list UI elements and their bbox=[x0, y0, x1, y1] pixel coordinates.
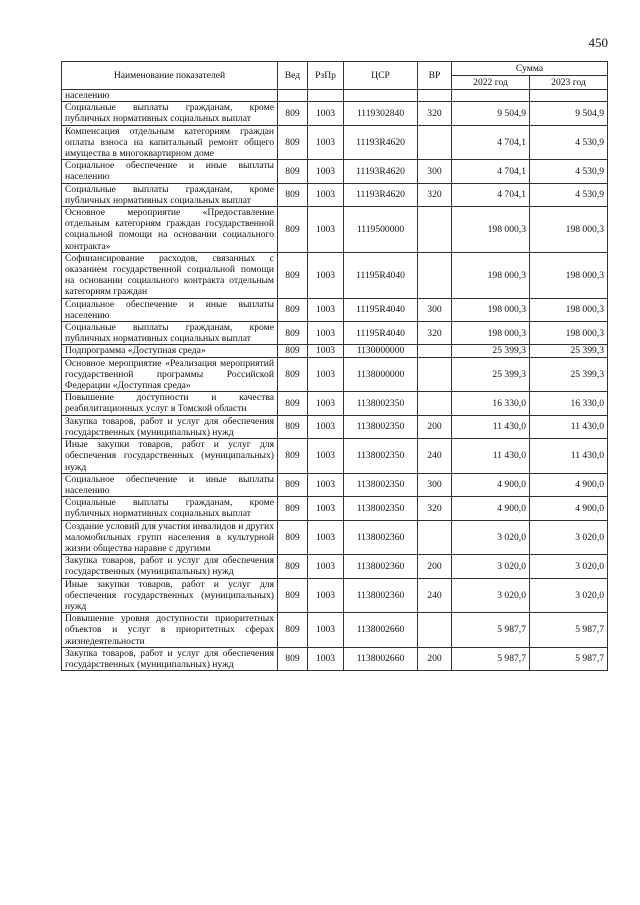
cell-ved: 809 bbox=[278, 125, 308, 160]
cell-csr: 11195R4040 bbox=[344, 298, 418, 321]
table-row bbox=[62, 183, 608, 206]
cell-csr: 11195R4040 bbox=[344, 252, 418, 298]
cell-ved bbox=[278, 90, 308, 102]
cell-v2022: 11 430,0 bbox=[452, 415, 530, 438]
cell-name: Подпрограмма «Доступная среда» bbox=[62, 345, 278, 357]
cell-v2022: 198 000,3 bbox=[452, 322, 530, 345]
cell-vr bbox=[418, 125, 452, 160]
cell-rzpr: 1003 bbox=[308, 160, 344, 183]
cell-name: Основное мероприятие «Предоставление отдельным категориям граждан государственной социальной помощи на основании социального контракта» bbox=[62, 207, 278, 253]
cell-v2023: 5 987,7 bbox=[530, 613, 608, 648]
cell-ved: 809 bbox=[278, 613, 308, 648]
cell-csr: 1138002360 bbox=[344, 520, 418, 555]
cell-rzpr: 1003 bbox=[308, 392, 344, 415]
header-sum: Сумма bbox=[452, 62, 608, 76]
table-row bbox=[62, 497, 608, 520]
table-row bbox=[62, 207, 608, 253]
header-vr: ВР bbox=[418, 62, 452, 90]
table-header bbox=[62, 62, 608, 90]
cell-vr bbox=[418, 613, 452, 648]
cell-rzpr: 1003 bbox=[308, 520, 344, 555]
cell-vr: 300 bbox=[418, 473, 452, 496]
cell-ved: 809 bbox=[278, 357, 308, 392]
cell-v2023: 198 000,3 bbox=[530, 298, 608, 321]
page-number: 450 bbox=[588, 35, 608, 50]
cell-rzpr: 1003 bbox=[308, 252, 344, 298]
cell-v2022: 5 987,7 bbox=[452, 613, 530, 648]
cell-vr bbox=[418, 207, 452, 253]
cell-v2023: 3 020,0 bbox=[530, 520, 608, 555]
cell-name: Создание условий для участия инвалидов и других маломобильных групп населения в культурной жизни общества наравне с другими bbox=[62, 520, 278, 555]
cell-v2022: 9 504,9 bbox=[452, 102, 530, 125]
header-name: Наименование показателей bbox=[62, 62, 278, 90]
header-year-2023: 2023 год bbox=[530, 76, 608, 90]
cell-v2023: 11 430,0 bbox=[530, 439, 608, 474]
cell-v2023: 25 399,3 bbox=[530, 345, 608, 357]
cell-rzpr: 1003 bbox=[308, 207, 344, 253]
cell-rzpr: 1003 bbox=[308, 345, 344, 357]
cell-v2023: 4 530,9 bbox=[530, 183, 608, 206]
table-row bbox=[62, 520, 608, 555]
cell-name: Закупка товаров, работ и услуг для обеспечения государственных (муниципальных) нужд bbox=[62, 555, 278, 578]
cell-v2022: 11 430,0 bbox=[452, 439, 530, 474]
cell-v2022: 4 704,1 bbox=[452, 160, 530, 183]
cell-v2022: 25 399,3 bbox=[452, 345, 530, 357]
cell-rzpr bbox=[308, 90, 344, 102]
cell-rzpr: 1003 bbox=[308, 497, 344, 520]
cell-vr: 300 bbox=[418, 298, 452, 321]
cell-vr: 200 bbox=[418, 415, 452, 438]
cell-v2023: 5 987,7 bbox=[530, 647, 608, 670]
cell-ved: 809 bbox=[278, 298, 308, 321]
cell-name: Социальное обеспечение и иные выплаты населению bbox=[62, 160, 278, 183]
cell-v2022: 3 020,0 bbox=[452, 555, 530, 578]
cell-csr: 11193R4620 bbox=[344, 183, 418, 206]
cell-v2023: 3 020,0 bbox=[530, 555, 608, 578]
cell-ved: 809 bbox=[278, 345, 308, 357]
cell-csr: 1130000000 bbox=[344, 345, 418, 357]
cell-csr: 1138002350 bbox=[344, 497, 418, 520]
cell-csr: 1138002350 bbox=[344, 415, 418, 438]
cell-v2023: 4 900,0 bbox=[530, 473, 608, 496]
cell-vr: 200 bbox=[418, 647, 452, 670]
table-row bbox=[62, 415, 608, 438]
cell-ved: 809 bbox=[278, 647, 308, 670]
cell-v2023: 198 000,3 bbox=[530, 207, 608, 253]
table-body bbox=[62, 90, 608, 671]
cell-vr bbox=[418, 520, 452, 555]
cell-ved: 809 bbox=[278, 207, 308, 253]
cell-vr bbox=[418, 252, 452, 298]
cell-csr bbox=[344, 90, 418, 102]
cell-v2023: 9 504,9 bbox=[530, 102, 608, 125]
cell-name: Иные закупки товаров, работ и услуг для обеспечения государственных (муниципальных) нужд bbox=[62, 578, 278, 613]
cell-rzpr: 1003 bbox=[308, 555, 344, 578]
header-csr: ЦСР bbox=[344, 62, 418, 90]
table-row bbox=[62, 125, 608, 160]
cell-ved: 809 bbox=[278, 322, 308, 345]
table-row bbox=[62, 90, 608, 102]
cell-name: Закупка товаров, работ и услуг для обеспечения государственных (муниципальных) нужд bbox=[62, 647, 278, 670]
cell-csr: 1138002350 bbox=[344, 439, 418, 474]
cell-ved: 809 bbox=[278, 520, 308, 555]
cell-ved: 809 bbox=[278, 578, 308, 613]
cell-ved: 809 bbox=[278, 160, 308, 183]
cell-ved: 809 bbox=[278, 415, 308, 438]
cell-v2022: 3 020,0 bbox=[452, 578, 530, 613]
cell-csr: 1138000000 bbox=[344, 357, 418, 392]
cell-vr bbox=[418, 345, 452, 357]
cell-vr: 320 bbox=[418, 497, 452, 520]
cell-name: Иные закупки товаров, работ и услуг для обеспечения государственных (муниципальных) нужд bbox=[62, 439, 278, 474]
cell-csr: 1119500000 bbox=[344, 207, 418, 253]
cell-csr: 1138002660 bbox=[344, 647, 418, 670]
cell-name: Социальное обеспечение и иные выплаты населению bbox=[62, 298, 278, 321]
table-row bbox=[62, 252, 608, 298]
cell-v2022: 4 704,1 bbox=[452, 183, 530, 206]
cell-name: Софинансирование расходов, связанных с оказанием государственной социальной помощи на основании социального контракта отдельным категориям граждан bbox=[62, 252, 278, 298]
cell-v2022: 3 020,0 bbox=[452, 520, 530, 555]
cell-name: Социальное обеспечение и иные выплаты населению bbox=[62, 473, 278, 496]
cell-rzpr: 1003 bbox=[308, 102, 344, 125]
table-row bbox=[62, 439, 608, 474]
table-row bbox=[62, 345, 608, 357]
cell-v2023: 4 900,0 bbox=[530, 497, 608, 520]
cell-v2022: 198 000,3 bbox=[452, 252, 530, 298]
cell-v2022: 5 987,7 bbox=[452, 647, 530, 670]
cell-vr bbox=[418, 392, 452, 415]
cell-vr: 320 bbox=[418, 102, 452, 125]
cell-vr: 240 bbox=[418, 578, 452, 613]
header-ved: Вед bbox=[278, 62, 308, 90]
cell-v2023: 4 530,9 bbox=[530, 160, 608, 183]
cell-vr: 240 bbox=[418, 439, 452, 474]
cell-v2022: 16 330,0 bbox=[452, 392, 530, 415]
cell-rzpr: 1003 bbox=[308, 298, 344, 321]
table-row bbox=[62, 322, 608, 345]
cell-vr: 200 bbox=[418, 555, 452, 578]
cell-ved: 809 bbox=[278, 497, 308, 520]
cell-name: Социальные выплаты гражданам, кроме публичных нормативных социальных выплат bbox=[62, 322, 278, 345]
cell-csr: 1138002350 bbox=[344, 392, 418, 415]
cell-v2023 bbox=[530, 90, 608, 102]
cell-rzpr: 1003 bbox=[308, 125, 344, 160]
cell-csr: 1138002660 bbox=[344, 613, 418, 648]
table-row bbox=[62, 647, 608, 670]
cell-vr bbox=[418, 357, 452, 392]
cell-v2022: 4 704,1 bbox=[452, 125, 530, 160]
cell-v2022: 4 900,0 bbox=[452, 473, 530, 496]
cell-csr: 11193R4620 bbox=[344, 125, 418, 160]
cell-rzpr: 1003 bbox=[308, 473, 344, 496]
cell-name: Основное мероприятие «Реализация мероприятий государственной программы Российской Федерации «Доступная среда» bbox=[62, 357, 278, 392]
cell-csr: 1138002350 bbox=[344, 473, 418, 496]
cell-ved: 809 bbox=[278, 392, 308, 415]
cell-rzpr: 1003 bbox=[308, 439, 344, 474]
header-rzpr: РзПр bbox=[308, 62, 344, 90]
cell-rzpr: 1003 bbox=[308, 613, 344, 648]
table-row bbox=[62, 392, 608, 415]
cell-ved: 809 bbox=[278, 183, 308, 206]
cell-name: Компенсация отдельным категориям граждан оплаты взноса на капитальный ремонт общего имущества в многоквартирном доме bbox=[62, 125, 278, 160]
table-row bbox=[62, 555, 608, 578]
cell-name: Повышение уровня доступности приоритетных объектов и услуг в приоритетных сферах жизнедеятельности bbox=[62, 613, 278, 648]
cell-v2022 bbox=[452, 90, 530, 102]
table-row bbox=[62, 160, 608, 183]
cell-rzpr: 1003 bbox=[308, 415, 344, 438]
cell-name: Закупка товаров, работ и услуг для обеспечения государственных (муниципальных) нужд bbox=[62, 415, 278, 438]
cell-vr bbox=[418, 90, 452, 102]
cell-name: Повышение доступности и качества реабилитационных услуг в Томской области bbox=[62, 392, 278, 415]
cell-vr: 300 bbox=[418, 160, 452, 183]
cell-ved: 809 bbox=[278, 102, 308, 125]
cell-v2022: 25 399,3 bbox=[452, 357, 530, 392]
table-row bbox=[62, 102, 608, 125]
cell-csr: 11195R4040 bbox=[344, 322, 418, 345]
cell-csr: 1119302840 bbox=[344, 102, 418, 125]
cell-v2023: 198 000,3 bbox=[530, 322, 608, 345]
header-year-2022: 2022 год bbox=[452, 76, 530, 90]
cell-v2023: 4 530,9 bbox=[530, 125, 608, 160]
cell-name: Социальные выплаты гражданам, кроме публичных нормативных социальных выплат bbox=[62, 102, 278, 125]
cell-csr: 1138002360 bbox=[344, 555, 418, 578]
table-row bbox=[62, 298, 608, 321]
cell-v2023: 16 330,0 bbox=[530, 392, 608, 415]
cell-name: Социальные выплаты гражданам, кроме публичных нормативных социальных выплат bbox=[62, 183, 278, 206]
cell-v2023: 25 399,3 bbox=[530, 357, 608, 392]
table-row bbox=[62, 578, 608, 613]
cell-rzpr: 1003 bbox=[308, 578, 344, 613]
cell-vr: 320 bbox=[418, 183, 452, 206]
cell-v2022: 198 000,3 bbox=[452, 298, 530, 321]
table-row bbox=[62, 613, 608, 648]
cell-name: населению bbox=[62, 90, 278, 102]
table-row bbox=[62, 357, 608, 392]
cell-rzpr: 1003 bbox=[308, 183, 344, 206]
cell-csr: 11193R4620 bbox=[344, 160, 418, 183]
budget-table bbox=[61, 61, 608, 671]
cell-csr: 1138002360 bbox=[344, 578, 418, 613]
cell-v2022: 4 900,0 bbox=[452, 497, 530, 520]
cell-name: Социальные выплаты гражданам, кроме публичных нормативных социальных выплат bbox=[62, 497, 278, 520]
cell-v2022: 198 000,3 bbox=[452, 207, 530, 253]
cell-rzpr: 1003 bbox=[308, 357, 344, 392]
table-row bbox=[62, 473, 608, 496]
cell-v2023: 3 020,0 bbox=[530, 578, 608, 613]
cell-rzpr: 1003 bbox=[308, 322, 344, 345]
cell-ved: 809 bbox=[278, 555, 308, 578]
cell-v2023: 198 000,3 bbox=[530, 252, 608, 298]
cell-vr: 320 bbox=[418, 322, 452, 345]
cell-ved: 809 bbox=[278, 252, 308, 298]
cell-v2023: 11 430,0 bbox=[530, 415, 608, 438]
cell-ved: 809 bbox=[278, 439, 308, 474]
cell-rzpr: 1003 bbox=[308, 647, 344, 670]
cell-ved: 809 bbox=[278, 473, 308, 496]
